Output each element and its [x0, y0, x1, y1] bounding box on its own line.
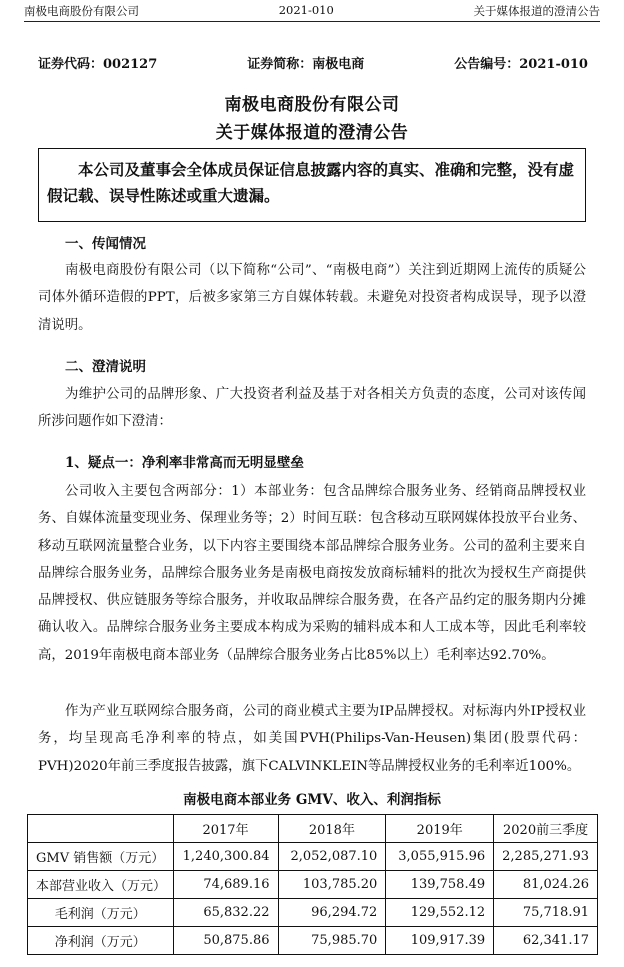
point-one-heading: 1、疑点一：净利率非常高而无明显壁垒 — [65, 455, 304, 471]
table-row — [28, 899, 598, 927]
table-cell: 139,758.49 — [386, 871, 494, 899]
table-row — [28, 843, 598, 871]
row-label: GMV 销售额（万元） — [28, 843, 174, 871]
business-model-paragraph: 作为产业互联网综合服务商，公司的商业模式主要为IP品牌授权。对标海内外IP授权业务，均呈现高毛净利率的特点，如美国PVH(Philips-Van-Heusen)集团(股票代码：PVH)2020年前三季度报告披露，旗下CALVINKLEIN等品牌授权业务的毛利率近100%。 — [38, 704, 586, 774]
table-header-cell: 2020前三季度 — [494, 815, 598, 843]
table-header-cell — [28, 815, 174, 843]
row-label: 毛利润（万元） — [28, 899, 174, 927]
header-rule — [24, 21, 600, 22]
announcement-meta — [38, 53, 588, 72]
announcement-number: 公告编号：2021-010 — [454, 57, 588, 72]
table-cell: 3,055,915.96 — [386, 843, 494, 871]
announcement-title: 关于媒体报道的澄清公告 — [215, 123, 409, 143]
table-cell: 75,718.91 — [494, 899, 598, 927]
table-cell: 50,875.86 — [173, 927, 278, 955]
table-cell: 129,552.12 — [386, 899, 494, 927]
table-header-row — [28, 815, 598, 843]
table-header-cell: 2019年 — [386, 815, 494, 843]
header-doc-title: 关于媒体报道的澄清公告 — [473, 4, 600, 18]
rumor-paragraph: 南极电商股份有限公司（以下简称“公司”、“南极电商”）关注到近期网上流传的质疑公司体外循环造假的PPT，后被多家第三方自媒体转载。未避免对投资者构成误导，现予以澄清说明。 — [38, 263, 586, 333]
section-heading-clarification: 二、澄清说明 — [65, 359, 146, 375]
running-header — [24, 3, 600, 19]
clarification-intro: 为维护公司的品牌形象、广大投资者利益及基于对各相关方负责的态度，公司对该传闻所涉问题作如下澄清： — [38, 387, 586, 430]
income-paragraph: 公司收入主要包含两部分：1）本部业务：包含品牌综合服务业务、经销商品牌授权业务、自媒体流量变现业务、保理业务等；2）时间互联：包含移动互联网媒体投放平台业务、移动互联网流量整合业务，以下内容主要围绕本部品牌综合服务业务。公司的盈利主要来自品牌综合服务业务，品牌综合服务业务是南极电商按发放商标辅料的批次为授权生产商提供品牌授权、供应链服务等综合服务，并收取品牌综合服务费，在各产品约定的服务期内分摊确认收入。品牌综合服务业务主要成本构成为采购的辅料成本和人工成本等，因此毛利率较高，2019年南极电商本部业务（品牌综合服务业务占比85%以上）毛利率达92.70%。 — [38, 484, 586, 663]
board-guarantee-notice: 本公司及董事会全体成员保证信息披露内容的真实、准确和完整，没有虚假记载、误导性陈述或重大遗漏。 — [38, 148, 586, 222]
table-header-cell: 2018年 — [278, 815, 386, 843]
row-label: 净利润（万元） — [28, 927, 174, 955]
table-row — [28, 927, 598, 955]
table-cell: 96,294.72 — [278, 899, 386, 927]
table-row — [28, 871, 598, 899]
table-header-cell: 2017年 — [173, 815, 278, 843]
table-cell: 2,052,087.10 — [278, 843, 386, 871]
header-doc-number: 2021-010 — [278, 3, 334, 17]
stock-abbr: 证券简称：南极电商 — [247, 57, 365, 72]
stock-code: 证券代码：002127 — [38, 57, 158, 72]
table-cell: 74,689.16 — [173, 871, 278, 899]
table-cell: 1,240,300.84 — [173, 843, 278, 871]
table-caption: 南极电商本部业务 GMV、收入、利润指标 — [183, 792, 441, 808]
header-company: 南极电商股份有限公司 — [24, 4, 139, 18]
table-cell: 2,285,271.93 — [494, 843, 598, 871]
section-heading-rumor: 一、传闻情况 — [65, 236, 146, 252]
row-label: 本部营业收入（万元） — [28, 871, 174, 899]
financial-indicators-table — [27, 814, 598, 955]
company-title: 南极电商股份有限公司 — [224, 95, 400, 115]
table-cell: 62,341.17 — [494, 927, 598, 955]
table-cell: 103,785.20 — [278, 871, 386, 899]
table-cell: 75,985.70 — [278, 927, 386, 955]
table-cell: 65,832.22 — [173, 899, 278, 927]
table-cell: 109,917.39 — [386, 927, 494, 955]
table-cell: 81,024.26 — [494, 871, 598, 899]
